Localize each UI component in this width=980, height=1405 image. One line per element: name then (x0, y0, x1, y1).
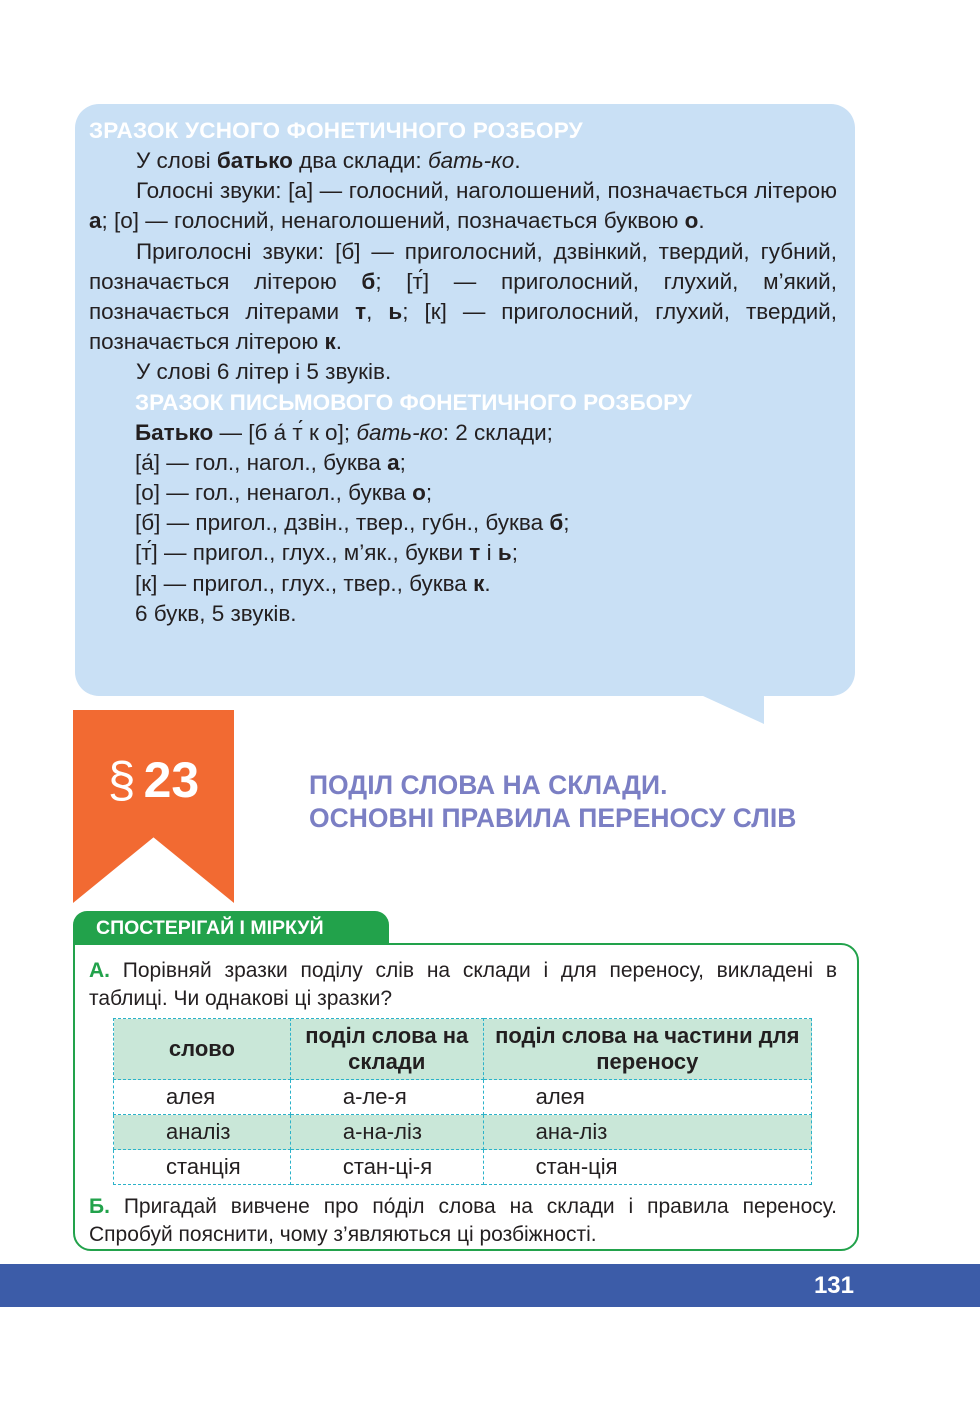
written-line: [б] — пригол., дзвін., твер., губн., буква б; (135, 510, 570, 536)
oral-analysis-heading: ЗРАЗОК УСНОГО ФОНЕТИЧНОГО РОЗБОРУ (89, 118, 583, 143)
written-line: [а́] — гол., нагол., буква а; (135, 449, 406, 475)
written-line: 6 букв, 5 звуків. (135, 600, 297, 626)
task-tab (73, 911, 389, 945)
paragraph-number: § 23 (107, 752, 200, 808)
written-line: [к] — пригол., глух., твер., буква к. (135, 570, 491, 596)
table-row (114, 1115, 812, 1150)
table-cell: ана-ліз (483, 1115, 811, 1150)
syllable-table (113, 1018, 812, 1185)
oral-p2: Голосні звуки: [а] — голосний, наголошений, позначається літерою а; [о] — голосний, ненаголошений, позначається буквою о. (89, 178, 837, 234)
task-tab-label: СПОСТЕРІГАЙ І МІРКУЙ (96, 917, 324, 939)
table-cell: стан-ці-я (290, 1150, 483, 1185)
page-number: 131 (813, 1272, 854, 1299)
sample-content (89, 116, 837, 629)
table-cell: а-на-ліз (290, 1115, 483, 1150)
lesson-title-line: ПОДІЛ СЛОВА НА СКЛАДИ. (309, 770, 668, 800)
table-header: поділ слова на склади (290, 1019, 483, 1080)
written-line: [т́] — пригол., глух., м’як., букви т і ь; (135, 540, 518, 566)
table-cell: аналіз (114, 1115, 291, 1150)
table-cell: алея (483, 1080, 811, 1115)
table-row (114, 1080, 812, 1115)
table-header: слово (114, 1019, 291, 1080)
task-a: А. Порівняй зразки поділу слів на склади і для переносу, викладені в таблиці. Чи однакові ці зразки? (89, 959, 837, 1010)
oral-p4: У слові 6 літер і 5 звуків. (136, 359, 392, 385)
table-cell: станція (114, 1150, 291, 1185)
lesson-title (309, 769, 869, 835)
written-analysis-list (89, 418, 837, 629)
table-cell: стан-ція (483, 1150, 811, 1185)
written-line: Батько — [б а́ т́ к о]; бать-ко: 2 склади; (135, 419, 553, 445)
table-header-row (114, 1019, 812, 1080)
written-line: [о] — гол., ненагол., буква о; (135, 480, 433, 506)
sample-box-tail (690, 690, 764, 724)
oral-p3: Приголосні звуки: [б] — приголосний, дзвінкий, твердий, губний, позначається літерою б; [т́] — приголосний, глухий, м’який, позначається літерами т, ь; [к] — приголосний, глухий, твердий, позначається літерою к. (89, 238, 837, 355)
table-cell: а-ле-я (290, 1080, 483, 1115)
table-header: поділ слова на частини для переносу (483, 1019, 811, 1080)
task-b: Б. Пригадай вивчене про по́діл слова на склади і правила переносу. Спробуй пояснити, чому з’являються ці розбіжності. (89, 1195, 837, 1246)
page-footer (0, 1264, 980, 1307)
written-analysis-heading: ЗРАЗОК ПИСЬМОВОГО ФОНЕТИЧНОГО РОЗБОРУ (135, 389, 692, 415)
table-cell: алея (114, 1080, 291, 1115)
table-row (114, 1150, 812, 1185)
lesson-title-line: ОСНОВНІ ПРАВИЛА ПЕРЕНОСУ СЛІВ (309, 803, 797, 833)
oral-p1: У слові батько два склади: бать-ко. (136, 148, 521, 173)
